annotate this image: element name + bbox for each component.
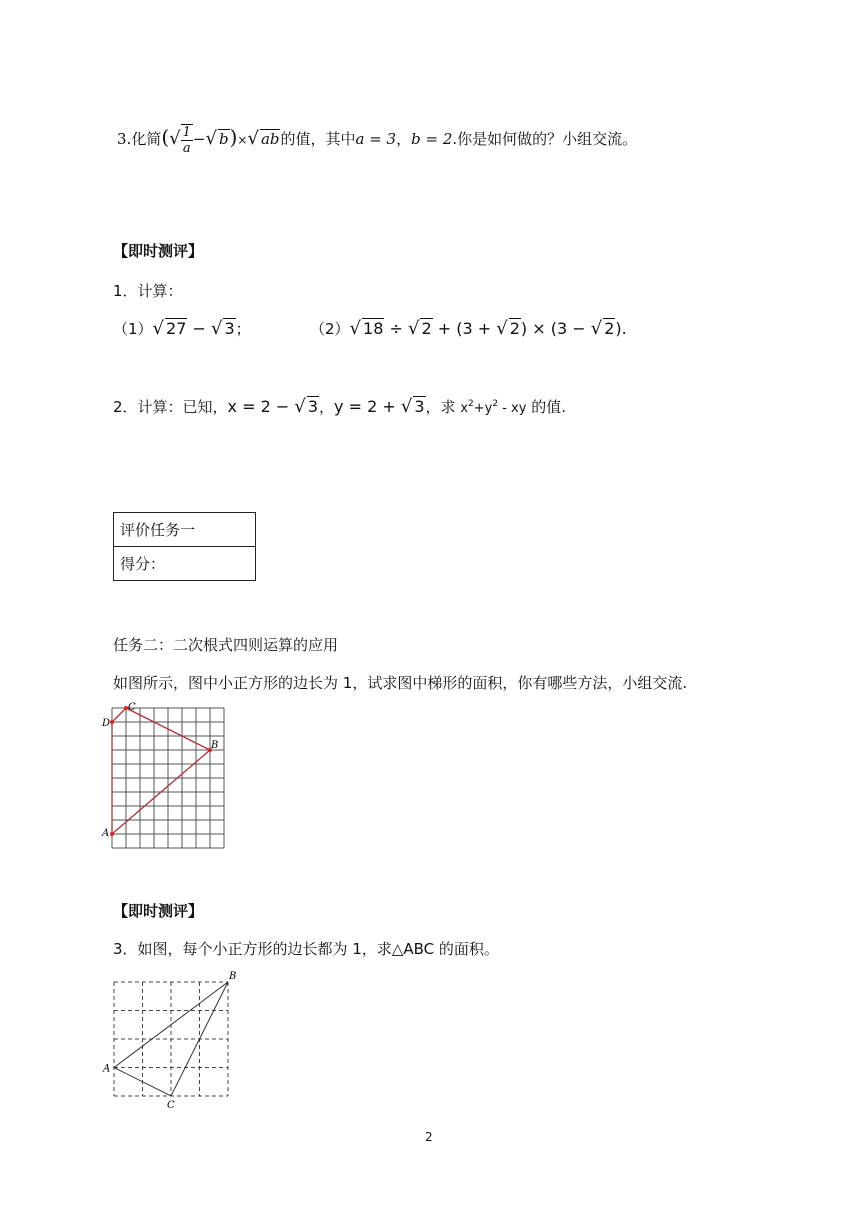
times-sign: × — [237, 133, 248, 147]
sqrt-icon: √ — [210, 318, 223, 339]
div-op: ÷ — [384, 319, 408, 338]
quiz1-item1-label: 1．计算： — [113, 282, 183, 300]
radicand-27: 27 — [166, 319, 187, 338]
minus-sign: − — [192, 130, 206, 148]
frac-denominator: a — [182, 141, 191, 156]
item1-b-label: （2） — [310, 320, 350, 338]
item1-a-label: （1） — [113, 320, 153, 338]
sqrt-sign-1: √ — [169, 128, 181, 149]
sqrt-icon: √ — [349, 318, 362, 339]
dashed-grid-lines — [114, 982, 228, 1096]
label-A: A — [102, 828, 110, 839]
q3-number: 3. — [117, 130, 132, 148]
point-D — [110, 720, 114, 724]
expr-exp-b: 2 — [492, 399, 499, 409]
radicand-2c: 2 — [604, 319, 615, 338]
quiz2-item3: 3．如图，每个小正方形的边长都为 1，求△ABC 的面积。 — [113, 940, 499, 958]
item2-ask: ，求 — [425, 398, 461, 416]
minus-op: − — [187, 319, 211, 338]
sqrt-icon: √ — [400, 396, 413, 417]
quiz-heading-1: 【即时测评】 — [113, 242, 204, 260]
sqrt-sign-3: √ — [247, 128, 259, 149]
triangle-grid-figure — [100, 966, 246, 1111]
q3-lead: 化简 — [131, 130, 162, 148]
cond-a: a = 3 — [355, 130, 397, 148]
quiz1-item1-b — [310, 318, 627, 339]
point-A — [110, 832, 114, 836]
expr-x: x — [460, 401, 469, 416]
evaluation-table — [113, 512, 256, 581]
trapezoid-shape — [112, 708, 210, 834]
quiz-heading-2: 【即时测评】 — [113, 902, 204, 920]
y-def: y = 2 + — [334, 397, 401, 416]
paren-close: ) — [229, 125, 238, 149]
task2-title: 任务二：二次根式四则运算的应用 — [113, 636, 339, 654]
close-paren: ). — [615, 319, 627, 338]
q3-mid: 的值，其中 — [280, 130, 356, 148]
page-number: 2 — [425, 1130, 433, 1144]
sqrt-icon: √ — [590, 318, 603, 339]
radicand-3: 3 — [224, 319, 235, 338]
item1-a-end: ； — [235, 320, 251, 338]
x-def: x = 2 − — [227, 397, 295, 416]
trapezoid-grid-figure — [102, 702, 232, 852]
times-paren: ) × (3 − — [520, 319, 591, 338]
fraction-1-over-a — [181, 124, 193, 156]
plus-paren: + (3 + — [432, 319, 497, 338]
sqrt-b: b — [218, 130, 229, 148]
q3-tail: .你是如何做的？小组交流。 — [452, 130, 638, 148]
task2-desc: 如图所示，图中小正方形的边长为 1，试求图中梯形的面积，你有哪些方法，小组交流. — [113, 674, 688, 692]
label-D: D — [102, 718, 111, 729]
sqrt-icon: √ — [496, 318, 508, 339]
radicand-2b: 2 — [509, 319, 520, 338]
paren-open: ( — [161, 125, 170, 149]
eval-row-score: 得分： — [114, 547, 256, 581]
q3-comma: ， — [396, 130, 412, 148]
label-C: C — [167, 1100, 175, 1111]
sqrt-ab: ab — [260, 130, 280, 148]
frac-numerator: 1 — [182, 125, 191, 140]
expr-plus-y: +y — [473, 401, 493, 416]
item2-label: 2．计算：已知， — [113, 398, 228, 416]
sqrt-sign-2: √ — [205, 128, 217, 149]
label-B: B — [229, 971, 237, 982]
cond-b: b = 2 — [411, 130, 453, 148]
sqrt-icon: √ — [152, 318, 165, 339]
quiz1-item1-a — [113, 318, 251, 339]
label-B: B — [211, 740, 219, 751]
x-radicand: 3 — [307, 397, 319, 416]
radicand-2a: 2 — [421, 319, 432, 338]
y-radicand: 3 — [414, 397, 425, 416]
quiz1-item2 — [113, 396, 566, 417]
q3-line — [117, 124, 637, 156]
expr-exp-a: 2 — [468, 399, 474, 409]
radicand-18: 18 — [363, 319, 384, 338]
expr-rest: - xy — [498, 401, 527, 416]
item2-sep: ， — [319, 398, 335, 416]
item2-tail: 的值. — [526, 398, 566, 416]
eval-row-title: 评价任务一 — [114, 513, 256, 547]
label-A: A — [103, 1063, 111, 1075]
sqrt-icon: √ — [294, 396, 306, 417]
sqrt-icon: √ — [407, 318, 420, 339]
label-C: C — [128, 702, 136, 713]
